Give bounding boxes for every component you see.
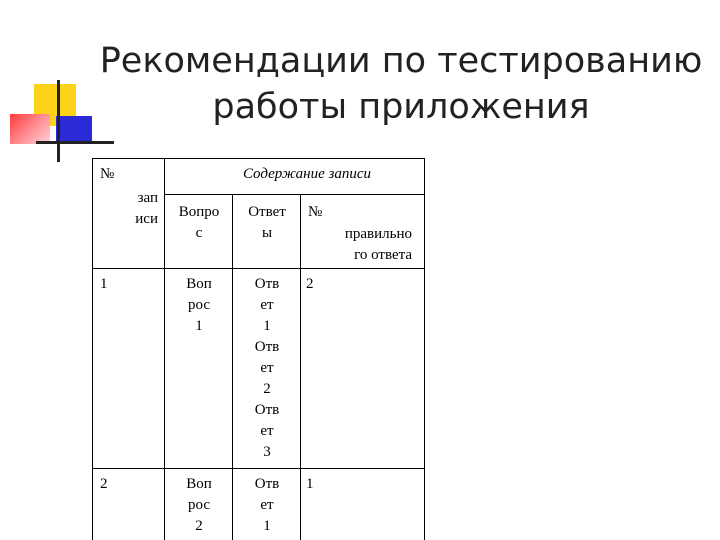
slide-title-line2: работы приложения <box>212 87 590 127</box>
header-question-line1: Вопро <box>178 204 220 220</box>
row2-correct: 1 <box>306 476 314 492</box>
row2-answers <box>234 474 300 537</box>
header-num-label <box>94 188 158 230</box>
row1-answer-line: ет <box>260 360 274 376</box>
row1-answer-line: 1 <box>263 318 271 334</box>
header-question <box>166 202 232 244</box>
row1-answer-line: Отв <box>254 402 280 418</box>
row2-question <box>166 474 232 537</box>
header-correct-line2: правильно <box>344 226 412 242</box>
header-num-symbol: № <box>100 166 115 182</box>
red-square-decoration <box>10 114 50 144</box>
vertical-line-decoration <box>57 80 60 162</box>
row1-question-line: рос <box>187 297 211 313</box>
header-answers <box>234 202 300 244</box>
row1-question-line: 1 <box>195 318 203 334</box>
header-correct-label <box>304 224 412 266</box>
row2-answer-line: 1 <box>263 518 271 534</box>
row1-answer-line: Отв <box>254 339 280 355</box>
row2-answer-line: Отв <box>254 476 280 492</box>
row1-question <box>166 274 232 337</box>
row1-question-line: Воп <box>186 276 212 292</box>
row1-correct: 2 <box>306 276 314 292</box>
header-answers-line2: ы <box>261 225 273 241</box>
header-num-line1: зап <box>137 190 158 206</box>
row1-num: 1 <box>100 276 108 292</box>
row2-question-line: 2 <box>195 518 203 534</box>
blue-square-decoration <box>56 116 92 142</box>
row1-answer-line: 2 <box>263 381 271 397</box>
row2-question-line: Воп <box>186 476 212 492</box>
row1-answer-line: 3 <box>263 444 271 460</box>
row1-answers <box>234 274 300 463</box>
header-content: Содержание записи <box>242 166 372 182</box>
row2-num: 2 <box>100 476 108 492</box>
header-question-line2: с <box>195 225 203 241</box>
row1-answer-line: ет <box>260 297 274 313</box>
horizontal-line-decoration <box>36 141 114 144</box>
row1-answer-line: Отв <box>254 276 280 292</box>
slide-title <box>96 38 706 130</box>
header-answers-line1: Ответ <box>248 204 286 220</box>
records-table <box>92 158 425 540</box>
header-correct-symbol: № <box>308 204 323 220</box>
row1-answer-line: ет <box>260 423 274 439</box>
row2-answer-line: ет <box>260 497 274 513</box>
row2-question-line: рос <box>187 497 211 513</box>
header-correct-line3: го ответа <box>354 247 412 263</box>
slide-title-line1: Рекомендации по тестированию <box>99 41 703 81</box>
header-num-line2: иси <box>135 211 158 227</box>
